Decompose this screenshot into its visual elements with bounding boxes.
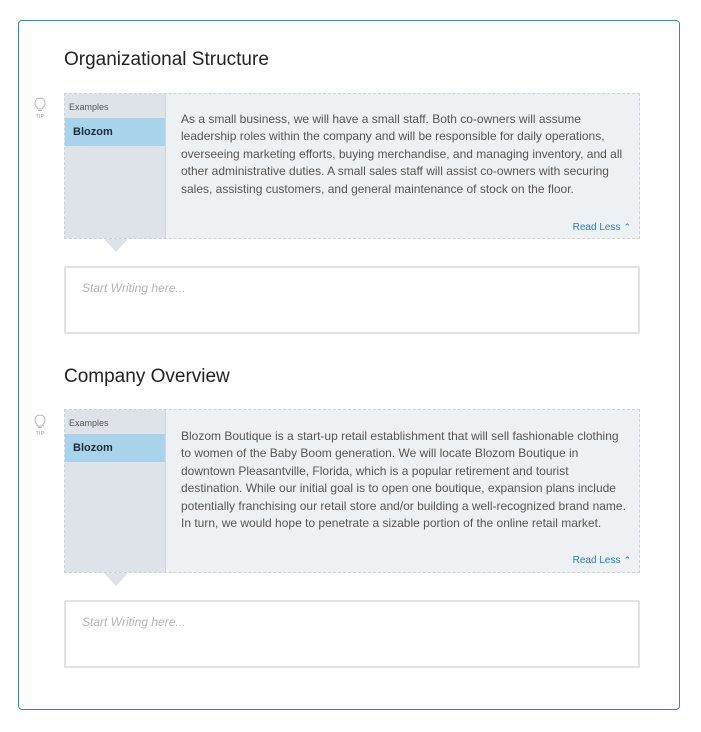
section-title: Organizational Structure: [64, 49, 269, 70]
example-tab-blozom[interactable]: Blozom: [65, 434, 165, 462]
read-less-label: Read Less: [572, 555, 621, 566]
writing-placeholder: Start Writing here...: [82, 615, 186, 629]
lightbulb-icon: [34, 97, 46, 113]
writing-placeholder: Start Writing here...: [82, 281, 186, 295]
example-pointer: [104, 239, 128, 252]
section-title: Company Overview: [64, 366, 230, 387]
example-panel: [64, 93, 640, 239]
chevron-up-icon: ⌃: [623, 222, 631, 232]
business-plan-card: [18, 20, 680, 710]
example-sidebar: [65, 410, 166, 572]
tip-label: TIP: [35, 431, 45, 437]
tip-lightbulb[interactable]: [33, 97, 47, 120]
writing-area[interactable]: [64, 600, 640, 668]
example-pointer: [104, 573, 128, 586]
tip-lightbulb[interactable]: [33, 414, 47, 437]
example-tab-blozom[interactable]: Blozom: [65, 118, 165, 146]
examples-label: Examples: [69, 102, 109, 112]
examples-label: Examples: [69, 418, 109, 428]
writing-area[interactable]: [64, 266, 640, 334]
example-panel: [64, 409, 640, 573]
chevron-up-icon: ⌃: [623, 555, 631, 565]
example-sidebar: [65, 94, 166, 238]
example-text: Blozom Boutique is a start-up retail establishment that will sell fashionable clothing to women of the Baby Boom generation. We will locate Blozom Boutique in downtown Pleasantville, Florida, which is a popular retirement and tourist destination. While our initial goal is to open one boutique, expansion plans include potentially franchising our retail store and/or building a well-recognized brand name. In turn, we would hope to penetrate a sizable portion of the online retail market.: [181, 429, 626, 531]
tip-label: TIP: [35, 114, 45, 120]
example-text: As a small business, we will have a small staff. Both co-owners will assume leadership roles within the company and will be responsible for daily operations, overseeing marketing efforts, buying merchandise, and managing inventory, and all other administrative duties. A small sales staff will assist co-owners with securing sales, assisting customers, and general maintenance of stock on the floor.: [181, 112, 623, 196]
read-less-link[interactable]: [573, 222, 631, 233]
read-less-link[interactable]: [573, 555, 631, 566]
read-less-label: Read Less: [572, 222, 621, 233]
lightbulb-icon: [34, 414, 46, 430]
